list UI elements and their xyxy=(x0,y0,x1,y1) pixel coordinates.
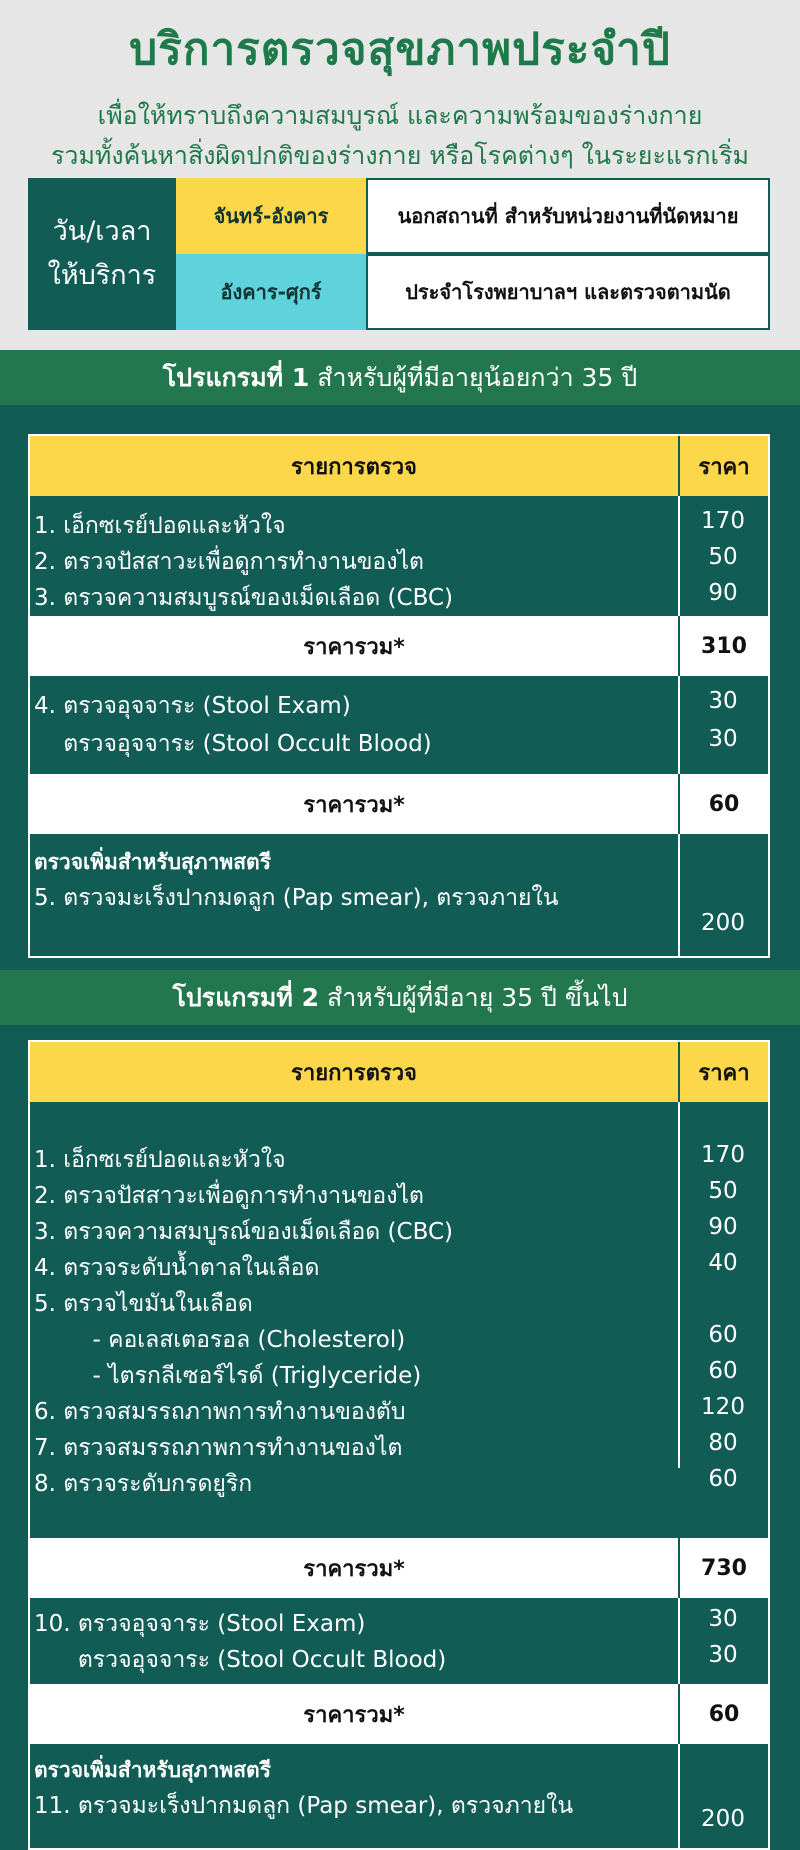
list-item-price: 200 xyxy=(701,1806,745,1832)
program-1-group-1 xyxy=(30,496,768,616)
list-item: 7. ตรวจสมรรถภาพการทำงานของไต xyxy=(34,1435,403,1461)
total-value: 60 xyxy=(678,774,768,834)
program-2-total-1 xyxy=(30,1538,768,1598)
list-item: 3. ตรวจความสมบูรณ์ของเม็ดเลือด (CBC) xyxy=(34,585,453,611)
schedule-table xyxy=(28,178,770,330)
schedule-label xyxy=(28,178,176,330)
list-item: 5. ตรวจมะเร็งปากมดลูก (Pap smear), ตรวจภายใน xyxy=(34,885,559,911)
total-value: 730 xyxy=(678,1538,768,1598)
program-1-extra xyxy=(30,834,768,956)
total-value: 310 xyxy=(678,616,768,676)
program-2-table xyxy=(28,1040,770,1850)
list-item-price: 50 xyxy=(708,1178,738,1204)
total-label: ราคารวม* xyxy=(303,1556,405,1582)
list-item: - คอเลสเตอรอล (Cholesterol) xyxy=(34,1327,406,1353)
list-item-price: 90 xyxy=(708,580,738,606)
list-item-price: 80 xyxy=(708,1430,738,1456)
subtitle-line-2: รวมทั้งค้นหาสิ่งผิดปกติของร่างกาย หรือโรคต่างๆ ในระยะแรกเริ่ม xyxy=(50,141,750,170)
list-item: 2. ตรวจปัสสาวะเพื่อดูการทำงานของไต xyxy=(34,1183,424,1209)
program-1-total-1 xyxy=(30,616,768,676)
list-item: 10. ตรวจอุจจาระ (Stool Exam) xyxy=(34,1611,366,1637)
list-item: 4. ตรวจอุจจาระ (Stool Exam) xyxy=(34,693,351,719)
program-2-banner xyxy=(0,970,800,1025)
list-item-price: 170 xyxy=(701,1142,745,1168)
list-item: ตรวจอุจจาระ (Stool Occult Blood) xyxy=(34,1647,447,1673)
program-2-group-1 xyxy=(30,1102,768,1497)
list-item: 11. ตรวจมะเร็งปากมดลูก (Pap smear), ตรวจภายใน xyxy=(34,1793,574,1819)
list-item: 1. เอ็กซเรย์ปอดและหัวใจ xyxy=(34,513,286,539)
list-item: 4. ตรวจระดับน้ำตาลในเลือด xyxy=(34,1255,320,1281)
schedule-place-1: นอกสถานที่ สำหรับหน่วยงานที่นัดหมาย xyxy=(366,178,770,254)
schedule-days-2: อังคาร-ศุกร์ xyxy=(176,254,366,330)
header-section xyxy=(0,0,800,350)
total-label: ราคารวม* xyxy=(303,634,405,660)
program-1-name: โปรแกรมที่ 1 xyxy=(162,362,310,392)
subtitle-line-1: เพื่อให้ทราบถึงความสมบูรณ์ และความพร้อมของร่างกาย xyxy=(97,101,703,130)
page-title: บริการตรวจสุขภาพประจำปี xyxy=(129,24,671,75)
program-2-extra xyxy=(30,1744,768,1848)
column-header-price: ราคา xyxy=(678,1042,768,1102)
list-item-price: 30 xyxy=(708,1642,738,1668)
list-item: - ไตรกลีเซอร์ไรด์ (Triglyceride) xyxy=(34,1363,422,1389)
list-item-price: 60 xyxy=(708,1358,738,1384)
total-label: ราคารวม* xyxy=(303,1702,405,1728)
list-item: 1. เอ็กซเรย์ปอดและหัวใจ xyxy=(34,1147,286,1173)
total-value: 60 xyxy=(678,1684,768,1744)
column-header-item: รายการตรวจ xyxy=(291,454,417,480)
price-column-divider xyxy=(678,1744,768,1848)
list-item: 3. ตรวจความสมบูรณ์ของเม็ดเลือด (CBC) xyxy=(34,1219,453,1245)
list-item-price: 60 xyxy=(708,1322,738,1348)
schedule-days-1: จันทร์-อังคาร xyxy=(176,178,366,254)
list-item: 5. ตรวจไขมันในเลือด xyxy=(34,1291,253,1317)
list-item-price: 30 xyxy=(708,726,738,752)
list-item-price: 30 xyxy=(708,688,738,714)
extra-title: ตรวจเพิ่มสำหรับสุภาพสตรี xyxy=(34,850,271,874)
price-column-divider xyxy=(678,834,768,956)
schedule-label-line-1: วัน/เวลา xyxy=(52,216,152,247)
list-item: ตรวจอุจจาระ (Stool Occult Blood) xyxy=(34,731,432,757)
schedule-label-line-2: ให้บริการ xyxy=(47,260,157,291)
list-item-price: 200 xyxy=(701,910,745,936)
program-2-group-2 xyxy=(30,1598,768,1684)
column-header-item: รายการตรวจ xyxy=(291,1060,417,1086)
list-item: 8. ตรวจระดับกรดยูริก xyxy=(34,1471,253,1497)
program-2-desc: สำหรับผู้ที่มีอายุ 35 ปี ขึ้นไป xyxy=(326,982,628,1012)
list-item: 6. ตรวจสมรรถภาพการทำงานของตับ xyxy=(34,1399,406,1425)
extra-title: ตรวจเพิ่มสำหรับสุภาพสตรี xyxy=(34,1758,271,1782)
total-label: ราคารวม* xyxy=(303,792,405,818)
list-item-price: 60 xyxy=(708,1466,738,1492)
program-1-table-header xyxy=(30,436,768,496)
list-item-price: 40 xyxy=(708,1250,738,1276)
program-2-table-header xyxy=(30,1042,768,1102)
program-1-desc: สำหรับผู้ที่มีอายุน้อยกว่า 35 ปี xyxy=(317,362,638,392)
column-header-price: ราคา xyxy=(678,436,768,496)
list-item: 2. ตรวจปัสสาวะเพื่อดูการทำงานของไต xyxy=(34,549,424,575)
schedule-place-2: ประจำโรงพยาบาลฯ และตรวจตามนัด xyxy=(366,254,770,330)
list-item-price: 50 xyxy=(708,544,738,570)
programs-section xyxy=(0,350,800,1850)
list-item-price: 120 xyxy=(701,1394,745,1420)
program-1-total-2 xyxy=(30,774,768,834)
list-item-price: 170 xyxy=(701,508,745,534)
program-1-banner xyxy=(0,350,800,405)
list-item-price: 30 xyxy=(708,1606,738,1632)
program-2-name: โปรแกรมที่ 2 xyxy=(172,982,319,1012)
list-item-price: 90 xyxy=(708,1214,738,1240)
program-1-table xyxy=(28,434,770,958)
program-1-group-2 xyxy=(30,676,768,774)
program-2-total-2 xyxy=(30,1684,768,1744)
